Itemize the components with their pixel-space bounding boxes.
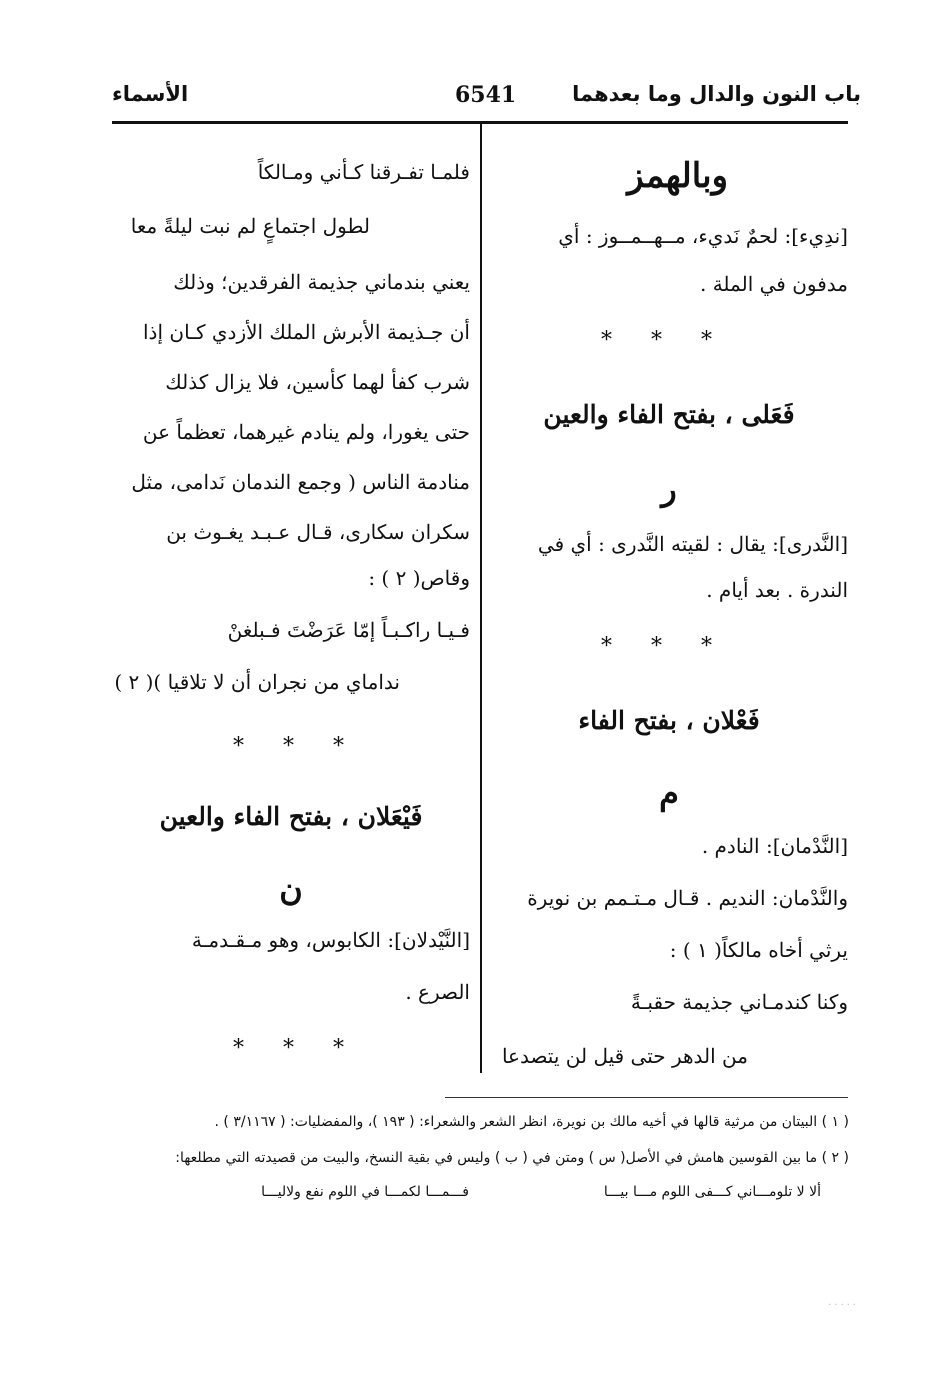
entry-text-line: منادمة الناس ( وجمع الندمان نَدامى، مثل bbox=[131, 470, 470, 494]
running-header-section: الأسماء bbox=[112, 82, 189, 106]
column-divider bbox=[480, 123, 482, 1073]
entry-text-line: [النَّيْدلان]: الكابوس، وهو مـقـدمـة bbox=[191, 928, 470, 952]
section-separator: * * * bbox=[601, 634, 728, 659]
entry-text-line: شرب كفأ لهما كأسين، فلا يزال كذلك bbox=[165, 370, 470, 394]
entry-text-line: يرثي أخاه مالكاً( ١ ) : bbox=[669, 938, 848, 962]
section-separator: * * * bbox=[233, 734, 360, 759]
footnote-rule bbox=[445, 1097, 848, 1098]
poem-verse: فلمـا تفـرقنا كـأني ومـالكاً bbox=[257, 160, 470, 184]
poem-verse: فـيـا راكـبـاً إمّا عَرَضْتَ فـبلغنْ bbox=[227, 618, 470, 642]
footnote-verse-second-hemistich: فـــمـــا لكمـــا في اللوم نفع ولاليـــا bbox=[261, 1184, 469, 1200]
entry-text-line: يعني بندماني جذيمة الفرقدين؛ وذلك bbox=[173, 270, 470, 294]
root-letter: ر bbox=[661, 470, 677, 508]
entry-text-line: الندرة . بعد أيام . bbox=[706, 578, 848, 602]
section-separator: * * * bbox=[233, 1036, 360, 1061]
running-header-chapter: باب النون والدال وما بعدهما bbox=[572, 82, 861, 106]
entry-text-line: أن جـذيمة الأبرش الملك الأزدي كـان إذا bbox=[143, 320, 470, 344]
entry-text-line: [ندِيء]: لحمٌ نَديء، مــهــمــوز : أي bbox=[558, 224, 848, 248]
root-letter: ن bbox=[279, 870, 303, 908]
section-heading: فَعَلى ، بفتح الفاء والعين bbox=[543, 400, 795, 429]
footnote-2: ( ٢ ) ما بين القوسين هامش في الأصل( س ) ومتن في ( ب ) وليس في بقية النسخ، والبيت من قصيدته التي مطلعها: bbox=[175, 1150, 849, 1166]
root-letter: م bbox=[659, 774, 679, 812]
entry-text-line: [النَّدرى]: يقال : لقيته النَّدرى : أي في bbox=[537, 532, 848, 556]
section-heading: فَيْعَلان ، بفتح الفاء والعين bbox=[159, 802, 423, 831]
section-heading: فَعْلان ، بفتح الفاء bbox=[578, 706, 760, 735]
poem-verse: وكنا كندمـاني جذيمة حقبـةً bbox=[630, 990, 848, 1014]
heading-with-hamz: وبالهمز bbox=[627, 156, 728, 196]
page-number: 6541 bbox=[455, 82, 517, 108]
footnote-1: ( ١ ) البيتان من مرثية قالها في أخيه مالك بن نويرة، انظر الشعر والشعراء: ( ١٩٣ )، والمفضليات: ( ٣/١١٦٧ ) . bbox=[214, 1114, 849, 1130]
section-separator: * * * bbox=[601, 328, 728, 353]
entry-text-line: والنَّدْمان: النديم . قـال مـتـمم بن نويرة bbox=[527, 886, 848, 910]
poem-verse: لطول اجتماعٍ لم نبت ليلةً معا bbox=[130, 214, 370, 238]
scan-artifact: ····· bbox=[828, 1300, 859, 1311]
entry-text-line: حتى يغورا، ولم ينادم غيرهما، تعظماً عن bbox=[142, 420, 470, 444]
footnote-verse-first-hemistich: ألا لا تلومـــاني كـــفى اللوم مـــا بيـــا bbox=[603, 1184, 821, 1200]
entry-text-line: [النَّدْمان]: النادم . bbox=[701, 834, 848, 858]
poem-verse: نداماي من نجران أن لا تلاقيا )( ٢ ) bbox=[114, 670, 400, 694]
poem-verse: من الدهر حتى قيل لن يتصدعا bbox=[501, 1044, 748, 1068]
entry-text-line: سكران سكارى، قـال عـبـد يغـوث بن bbox=[166, 520, 470, 544]
entry-text-line: الصرع . bbox=[405, 980, 470, 1004]
entry-text-line: وقاص( ٢ ) : bbox=[368, 566, 470, 590]
entry-text-line: مدفون في الملة . bbox=[699, 272, 848, 296]
